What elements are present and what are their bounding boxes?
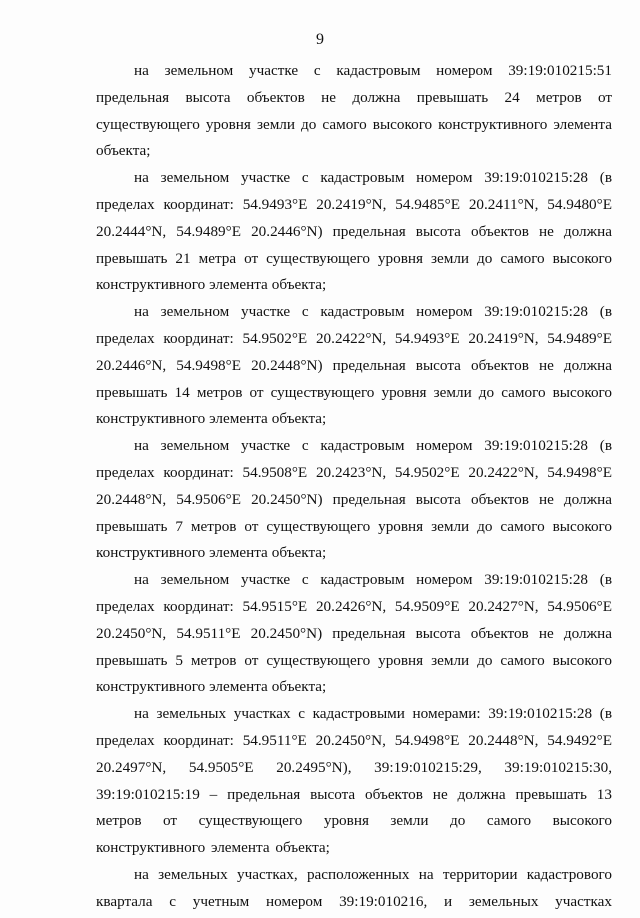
paragraph: на земельном участке с кадастровым номером 39:19:010215:28 (в пределах координат: 54.9515°E 20.2426°N, 54.9509°E 20.2427°N, 54.9506°E 20.2450°N, 54.9511°E 20.2450°N) предельная высота объектов не должна превышать 5 метров от существующего уровня земли до самого высокого конструктивного элемента объекта; bbox=[96, 571, 612, 696]
paragraph: на земельном участке с кадастровым номером 39:19:010215:28 (в пределах координат: 54.9493°E 20.2419°N, 54.9485°E 20.2411°N, 54.9480°E 20.2444°N, 54.9489°E 20.2446°N) предельная высота объектов не должна превышать 21 метра от существующего уровня земли до самого высокого конструктивного элемента объекта; bbox=[96, 169, 612, 294]
paragraph: на земельных участках, расположенных на территории кадастрового квартала с учетным номером 39:19:010216, и земельных участках bbox=[96, 865, 612, 910]
paragraph: на земельных участках с кадастровыми номерами: 39:19:010215:28 (в пределах координат: 54.9511°E 20.2450°N, 54.9498°E 20.2448°N, 54.9492°E 20.2497°N, 54.9505°E 20.2495°N), 39:19:010215:29, 39:19:010215:30, 39:19:010215:19 – предельная высота объектов не должна превышать 13 метров от существующего уровня земли до самого высокого конструктивного элемента объекта; bbox=[96, 705, 612, 857]
document-body bbox=[96, 58, 612, 916]
paragraph: на земельном участке с кадастровым номером 39:19:010215:28 (в пределах координат: 54.9502°E 20.2422°N, 54.9493°E 20.2419°N, 54.9489°E 20.2446°N, 54.9498°E 20.2448°N) предельная высота объектов не должна превышать 14 метров от существующего уровня земли до самого высокого конструктивного элемента объекта; bbox=[96, 303, 612, 428]
paragraph: на земельном участке с кадастровым номером 39:19:010215:51 предельная высота объектов не должна превышать 24 метров от существующего уровня земли до самого высокого конструктивного элемента объекта; bbox=[96, 62, 612, 160]
page-number: 9 bbox=[316, 31, 324, 48]
paragraph: на земельном участке с кадастровым номером 39:19:010215:28 (в пределах координат: 54.9508°E 20.2423°N, 54.9502°E 20.2422°N, 54.9498°E 20.2448°N, 54.9506°E 20.2450°N) предельная высота объектов не должна превышать 7 метров от существующего уровня земли до самого высокого конструктивного элемента объекта; bbox=[96, 437, 612, 562]
